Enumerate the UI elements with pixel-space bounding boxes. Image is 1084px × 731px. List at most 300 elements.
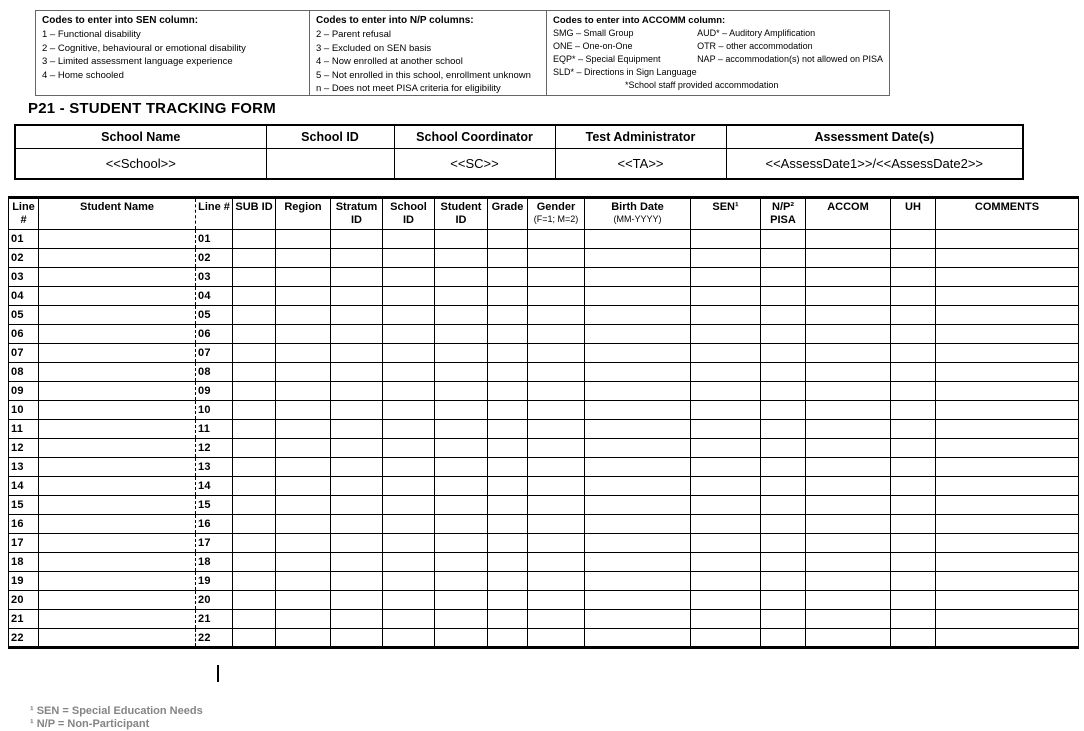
empty-entry-cell[interactable] (761, 420, 806, 439)
empty-entry-cell[interactable] (488, 515, 528, 534)
empty-entry-cell[interactable] (761, 610, 806, 629)
school-id-value[interactable] (266, 148, 394, 179)
empty-entry-cell[interactable] (276, 477, 331, 496)
empty-entry-cell[interactable] (488, 287, 528, 306)
empty-entry-cell[interactable] (233, 477, 276, 496)
empty-entry-cell[interactable] (383, 382, 435, 401)
empty-entry-cell[interactable] (528, 401, 585, 420)
empty-entry-cell[interactable] (761, 496, 806, 515)
empty-entry-cell[interactable] (233, 534, 276, 553)
empty-entry-cell[interactable] (528, 382, 585, 401)
empty-entry-cell[interactable] (276, 287, 331, 306)
empty-entry-cell[interactable] (936, 477, 1079, 496)
empty-entry-cell[interactable] (331, 572, 383, 591)
empty-entry-cell[interactable] (806, 610, 891, 629)
empty-entry-cell[interactable] (936, 344, 1079, 363)
empty-entry-cell[interactable] (585, 382, 691, 401)
empty-entry-cell[interactable] (435, 477, 488, 496)
empty-entry-cell[interactable] (891, 249, 936, 268)
empty-entry-cell[interactable] (488, 610, 528, 629)
empty-entry-cell[interactable] (936, 401, 1079, 420)
empty-entry-cell[interactable] (936, 458, 1079, 477)
empty-entry-cell[interactable] (691, 363, 761, 382)
empty-entry-cell[interactable] (39, 344, 196, 363)
empty-entry-cell[interactable] (276, 420, 331, 439)
empty-entry-cell[interactable] (691, 249, 761, 268)
empty-entry-cell[interactable] (761, 553, 806, 572)
empty-entry-cell[interactable] (39, 591, 196, 610)
empty-entry-cell[interactable] (691, 420, 761, 439)
empty-entry-cell[interactable] (806, 591, 891, 610)
empty-entry-cell[interactable] (331, 515, 383, 534)
empty-entry-cell[interactable] (936, 572, 1079, 591)
empty-entry-cell[interactable] (331, 401, 383, 420)
empty-entry-cell[interactable] (435, 401, 488, 420)
empty-entry-cell[interactable] (39, 230, 196, 249)
empty-entry-cell[interactable] (233, 249, 276, 268)
empty-entry-cell[interactable] (806, 230, 891, 249)
empty-entry-cell[interactable] (383, 306, 435, 325)
empty-entry-cell[interactable] (383, 610, 435, 629)
empty-entry-cell[interactable] (276, 515, 331, 534)
empty-entry-cell[interactable] (761, 287, 806, 306)
empty-entry-cell[interactable] (233, 287, 276, 306)
empty-entry-cell[interactable] (585, 572, 691, 591)
empty-entry-cell[interactable] (891, 515, 936, 534)
empty-entry-cell[interactable] (233, 572, 276, 591)
empty-entry-cell[interactable] (233, 325, 276, 344)
empty-entry-cell[interactable] (891, 344, 936, 363)
empty-entry-cell[interactable] (806, 401, 891, 420)
empty-entry-cell[interactable] (585, 287, 691, 306)
empty-entry-cell[interactable] (528, 325, 585, 344)
empty-entry-cell[interactable] (891, 629, 936, 648)
empty-entry-cell[interactable] (761, 591, 806, 610)
empty-entry-cell[interactable] (39, 382, 196, 401)
empty-entry-cell[interactable] (528, 534, 585, 553)
empty-entry-cell[interactable] (585, 610, 691, 629)
empty-entry-cell[interactable] (806, 363, 891, 382)
empty-entry-cell[interactable] (691, 344, 761, 363)
empty-entry-cell[interactable] (276, 591, 331, 610)
empty-entry-cell[interactable] (528, 439, 585, 458)
empty-entry-cell[interactable] (528, 553, 585, 572)
empty-entry-cell[interactable] (233, 420, 276, 439)
empty-entry-cell[interactable] (761, 439, 806, 458)
empty-entry-cell[interactable] (761, 306, 806, 325)
empty-entry-cell[interactable] (233, 230, 276, 249)
empty-entry-cell[interactable] (488, 534, 528, 553)
empty-entry-cell[interactable] (891, 287, 936, 306)
empty-entry-cell[interactable] (39, 610, 196, 629)
empty-entry-cell[interactable] (761, 572, 806, 591)
empty-entry-cell[interactable] (39, 629, 196, 648)
test-administrator-value[interactable]: <<TA>> (555, 148, 726, 179)
empty-entry-cell[interactable] (936, 496, 1079, 515)
empty-entry-cell[interactable] (488, 344, 528, 363)
empty-entry-cell[interactable] (488, 553, 528, 572)
empty-entry-cell[interactable] (233, 344, 276, 363)
empty-entry-cell[interactable] (936, 363, 1079, 382)
empty-entry-cell[interactable] (276, 496, 331, 515)
empty-entry-cell[interactable] (528, 610, 585, 629)
empty-entry-cell[interactable] (891, 401, 936, 420)
empty-entry-cell[interactable] (806, 439, 891, 458)
empty-entry-cell[interactable] (806, 268, 891, 287)
empty-entry-cell[interactable] (233, 382, 276, 401)
empty-entry-cell[interactable] (691, 439, 761, 458)
empty-entry-cell[interactable] (39, 268, 196, 287)
empty-entry-cell[interactable] (383, 553, 435, 572)
empty-entry-cell[interactable] (691, 534, 761, 553)
empty-entry-cell[interactable] (585, 268, 691, 287)
empty-entry-cell[interactable] (761, 363, 806, 382)
empty-entry-cell[interactable] (585, 230, 691, 249)
empty-entry-cell[interactable] (585, 534, 691, 553)
empty-entry-cell[interactable] (435, 249, 488, 268)
empty-entry-cell[interactable] (585, 363, 691, 382)
empty-entry-cell[interactable] (528, 420, 585, 439)
empty-entry-cell[interactable] (331, 268, 383, 287)
empty-entry-cell[interactable] (585, 553, 691, 572)
empty-entry-cell[interactable] (691, 515, 761, 534)
empty-entry-cell[interactable] (488, 249, 528, 268)
empty-entry-cell[interactable] (488, 572, 528, 591)
empty-entry-cell[interactable] (383, 420, 435, 439)
empty-entry-cell[interactable] (383, 515, 435, 534)
empty-entry-cell[interactable] (39, 363, 196, 382)
empty-entry-cell[interactable] (891, 477, 936, 496)
empty-entry-cell[interactable] (383, 477, 435, 496)
empty-entry-cell[interactable] (435, 439, 488, 458)
empty-entry-cell[interactable] (936, 420, 1079, 439)
empty-entry-cell[interactable] (691, 325, 761, 344)
empty-entry-cell[interactable] (383, 287, 435, 306)
empty-entry-cell[interactable] (585, 591, 691, 610)
empty-entry-cell[interactable] (585, 306, 691, 325)
empty-entry-cell[interactable] (691, 572, 761, 591)
empty-entry-cell[interactable] (39, 496, 196, 515)
empty-entry-cell[interactable] (761, 458, 806, 477)
empty-entry-cell[interactable] (383, 268, 435, 287)
empty-entry-cell[interactable] (488, 401, 528, 420)
empty-entry-cell[interactable] (331, 249, 383, 268)
empty-entry-cell[interactable] (585, 629, 691, 648)
empty-entry-cell[interactable] (891, 610, 936, 629)
empty-entry-cell[interactable] (276, 553, 331, 572)
empty-entry-cell[interactable] (891, 325, 936, 344)
empty-entry-cell[interactable] (233, 306, 276, 325)
empty-entry-cell[interactable] (806, 344, 891, 363)
empty-entry-cell[interactable] (276, 629, 331, 648)
empty-entry-cell[interactable] (936, 629, 1079, 648)
empty-entry-cell[interactable] (528, 572, 585, 591)
empty-entry-cell[interactable] (331, 458, 383, 477)
empty-entry-cell[interactable] (276, 534, 331, 553)
empty-entry-cell[interactable] (488, 477, 528, 496)
empty-entry-cell[interactable] (435, 287, 488, 306)
empty-entry-cell[interactable] (691, 268, 761, 287)
empty-entry-cell[interactable] (39, 420, 196, 439)
empty-entry-cell[interactable] (39, 515, 196, 534)
empty-entry-cell[interactable] (806, 458, 891, 477)
empty-entry-cell[interactable] (806, 306, 891, 325)
empty-entry-cell[interactable] (761, 534, 806, 553)
empty-entry-cell[interactable] (331, 610, 383, 629)
empty-entry-cell[interactable] (39, 458, 196, 477)
empty-entry-cell[interactable] (806, 325, 891, 344)
empty-entry-cell[interactable] (276, 382, 331, 401)
empty-entry-cell[interactable] (488, 496, 528, 515)
empty-entry-cell[interactable] (276, 230, 331, 249)
empty-entry-cell[interactable] (383, 249, 435, 268)
empty-entry-cell[interactable] (891, 553, 936, 572)
empty-entry-cell[interactable] (233, 629, 276, 648)
empty-entry-cell[interactable] (585, 439, 691, 458)
empty-entry-cell[interactable] (691, 477, 761, 496)
empty-entry-cell[interactable] (936, 325, 1079, 344)
empty-entry-cell[interactable] (891, 420, 936, 439)
empty-entry-cell[interactable] (383, 439, 435, 458)
empty-entry-cell[interactable] (806, 287, 891, 306)
empty-entry-cell[interactable] (691, 629, 761, 648)
empty-entry-cell[interactable] (233, 515, 276, 534)
empty-entry-cell[interactable] (528, 458, 585, 477)
empty-entry-cell[interactable] (331, 496, 383, 515)
empty-entry-cell[interactable] (435, 344, 488, 363)
empty-entry-cell[interactable] (936, 230, 1079, 249)
empty-entry-cell[interactable] (488, 325, 528, 344)
empty-entry-cell[interactable] (331, 306, 383, 325)
empty-entry-cell[interactable] (528, 287, 585, 306)
empty-entry-cell[interactable] (691, 496, 761, 515)
empty-entry-cell[interactable] (383, 629, 435, 648)
empty-entry-cell[interactable] (761, 382, 806, 401)
empty-entry-cell[interactable] (276, 325, 331, 344)
empty-entry-cell[interactable] (891, 382, 936, 401)
school-coordinator-value[interactable]: <<SC>> (394, 148, 555, 179)
empty-entry-cell[interactable] (936, 306, 1079, 325)
empty-entry-cell[interactable] (891, 363, 936, 382)
empty-entry-cell[interactable] (806, 249, 891, 268)
empty-entry-cell[interactable] (435, 458, 488, 477)
empty-entry-cell[interactable] (233, 363, 276, 382)
empty-entry-cell[interactable] (383, 363, 435, 382)
empty-entry-cell[interactable] (528, 515, 585, 534)
empty-entry-cell[interactable] (761, 268, 806, 287)
empty-entry-cell[interactable] (761, 344, 806, 363)
empty-entry-cell[interactable] (528, 363, 585, 382)
empty-entry-cell[interactable] (39, 477, 196, 496)
empty-entry-cell[interactable] (39, 401, 196, 420)
empty-entry-cell[interactable] (691, 458, 761, 477)
empty-entry-cell[interactable] (276, 344, 331, 363)
empty-entry-cell[interactable] (276, 572, 331, 591)
empty-entry-cell[interactable] (331, 477, 383, 496)
empty-entry-cell[interactable] (435, 534, 488, 553)
empty-entry-cell[interactable] (276, 401, 331, 420)
empty-entry-cell[interactable] (331, 591, 383, 610)
empty-entry-cell[interactable] (806, 382, 891, 401)
empty-entry-cell[interactable] (761, 629, 806, 648)
empty-entry-cell[interactable] (233, 591, 276, 610)
empty-entry-cell[interactable] (383, 344, 435, 363)
empty-entry-cell[interactable] (936, 553, 1079, 572)
empty-entry-cell[interactable] (936, 591, 1079, 610)
empty-entry-cell[interactable] (435, 553, 488, 572)
empty-entry-cell[interactable] (936, 610, 1079, 629)
empty-entry-cell[interactable] (691, 591, 761, 610)
empty-entry-cell[interactable] (331, 629, 383, 648)
empty-entry-cell[interactable] (383, 458, 435, 477)
empty-entry-cell[interactable] (806, 515, 891, 534)
empty-entry-cell[interactable] (383, 572, 435, 591)
empty-entry-cell[interactable] (891, 591, 936, 610)
empty-entry-cell[interactable] (891, 496, 936, 515)
empty-entry-cell[interactable] (585, 515, 691, 534)
empty-entry-cell[interactable] (585, 496, 691, 515)
empty-entry-cell[interactable] (488, 439, 528, 458)
empty-entry-cell[interactable] (383, 230, 435, 249)
empty-entry-cell[interactable] (276, 610, 331, 629)
empty-entry-cell[interactable] (488, 306, 528, 325)
empty-entry-cell[interactable] (39, 553, 196, 572)
empty-entry-cell[interactable] (936, 534, 1079, 553)
empty-entry-cell[interactable] (435, 572, 488, 591)
empty-entry-cell[interactable] (691, 610, 761, 629)
empty-entry-cell[interactable] (39, 325, 196, 344)
empty-entry-cell[interactable] (528, 230, 585, 249)
empty-entry-cell[interactable] (233, 268, 276, 287)
empty-entry-cell[interactable] (891, 306, 936, 325)
empty-entry-cell[interactable] (806, 572, 891, 591)
empty-entry-cell[interactable] (761, 515, 806, 534)
empty-entry-cell[interactable] (488, 268, 528, 287)
empty-entry-cell[interactable] (488, 363, 528, 382)
empty-entry-cell[interactable] (331, 325, 383, 344)
empty-entry-cell[interactable] (488, 382, 528, 401)
empty-entry-cell[interactable] (806, 496, 891, 515)
empty-entry-cell[interactable] (585, 325, 691, 344)
empty-entry-cell[interactable] (39, 287, 196, 306)
empty-entry-cell[interactable] (761, 230, 806, 249)
empty-entry-cell[interactable] (891, 439, 936, 458)
empty-entry-cell[interactable] (891, 268, 936, 287)
empty-entry-cell[interactable] (761, 325, 806, 344)
empty-entry-cell[interactable] (331, 439, 383, 458)
empty-entry-cell[interactable] (39, 439, 196, 458)
empty-entry-cell[interactable] (585, 458, 691, 477)
empty-entry-cell[interactable] (276, 306, 331, 325)
empty-entry-cell[interactable] (39, 572, 196, 591)
empty-entry-cell[interactable] (383, 591, 435, 610)
empty-entry-cell[interactable] (39, 306, 196, 325)
empty-entry-cell[interactable] (233, 401, 276, 420)
empty-entry-cell[interactable] (528, 249, 585, 268)
empty-entry-cell[interactable] (331, 382, 383, 401)
empty-entry-cell[interactable] (276, 458, 331, 477)
empty-entry-cell[interactable] (435, 268, 488, 287)
empty-entry-cell[interactable] (435, 610, 488, 629)
empty-entry-cell[interactable] (528, 477, 585, 496)
empty-entry-cell[interactable] (528, 268, 585, 287)
empty-entry-cell[interactable] (585, 477, 691, 496)
empty-entry-cell[interactable] (806, 629, 891, 648)
empty-entry-cell[interactable] (761, 401, 806, 420)
empty-entry-cell[interactable] (233, 496, 276, 515)
empty-entry-cell[interactable] (585, 249, 691, 268)
empty-entry-cell[interactable] (528, 306, 585, 325)
empty-entry-cell[interactable] (276, 439, 331, 458)
empty-entry-cell[interactable] (761, 249, 806, 268)
empty-entry-cell[interactable] (936, 268, 1079, 287)
empty-entry-cell[interactable] (691, 401, 761, 420)
empty-entry-cell[interactable] (435, 496, 488, 515)
empty-entry-cell[interactable] (528, 344, 585, 363)
empty-entry-cell[interactable] (891, 534, 936, 553)
empty-entry-cell[interactable] (891, 458, 936, 477)
empty-entry-cell[interactable] (39, 534, 196, 553)
empty-entry-cell[interactable] (233, 553, 276, 572)
empty-entry-cell[interactable] (585, 344, 691, 363)
assessment-dates-value[interactable]: <<AssessDate1>>/<<AssessDate2>> (726, 148, 1023, 179)
empty-entry-cell[interactable] (331, 287, 383, 306)
empty-entry-cell[interactable] (331, 534, 383, 553)
empty-entry-cell[interactable] (691, 306, 761, 325)
empty-entry-cell[interactable] (39, 249, 196, 268)
empty-entry-cell[interactable] (233, 458, 276, 477)
empty-entry-cell[interactable] (383, 534, 435, 553)
empty-entry-cell[interactable] (806, 553, 891, 572)
empty-entry-cell[interactable] (276, 363, 331, 382)
empty-entry-cell[interactable] (806, 534, 891, 553)
school-name-value[interactable]: <<School>> (15, 148, 266, 179)
empty-entry-cell[interactable] (233, 439, 276, 458)
empty-entry-cell[interactable] (435, 420, 488, 439)
empty-entry-cell[interactable] (488, 591, 528, 610)
empty-entry-cell[interactable] (435, 363, 488, 382)
empty-entry-cell[interactable] (585, 420, 691, 439)
empty-entry-cell[interactable] (383, 496, 435, 515)
empty-entry-cell[interactable] (936, 249, 1079, 268)
empty-entry-cell[interactable] (806, 420, 891, 439)
empty-entry-cell[interactable] (435, 515, 488, 534)
empty-entry-cell[interactable] (233, 610, 276, 629)
empty-entry-cell[interactable] (435, 629, 488, 648)
empty-entry-cell[interactable] (383, 401, 435, 420)
empty-entry-cell[interactable] (936, 439, 1079, 458)
empty-entry-cell[interactable] (936, 515, 1079, 534)
empty-entry-cell[interactable] (936, 287, 1079, 306)
empty-entry-cell[interactable] (585, 401, 691, 420)
empty-entry-cell[interactable] (691, 553, 761, 572)
empty-entry-cell[interactable] (528, 591, 585, 610)
empty-entry-cell[interactable] (331, 420, 383, 439)
empty-entry-cell[interactable] (891, 572, 936, 591)
empty-entry-cell[interactable] (691, 287, 761, 306)
empty-entry-cell[interactable] (276, 268, 331, 287)
empty-entry-cell[interactable] (331, 230, 383, 249)
empty-entry-cell[interactable] (435, 306, 488, 325)
empty-entry-cell[interactable] (528, 496, 585, 515)
empty-entry-cell[interactable] (435, 591, 488, 610)
empty-entry-cell[interactable] (691, 230, 761, 249)
empty-entry-cell[interactable] (435, 382, 488, 401)
empty-entry-cell[interactable] (891, 230, 936, 249)
empty-entry-cell[interactable] (691, 382, 761, 401)
empty-entry-cell[interactable] (331, 363, 383, 382)
empty-entry-cell[interactable] (488, 458, 528, 477)
